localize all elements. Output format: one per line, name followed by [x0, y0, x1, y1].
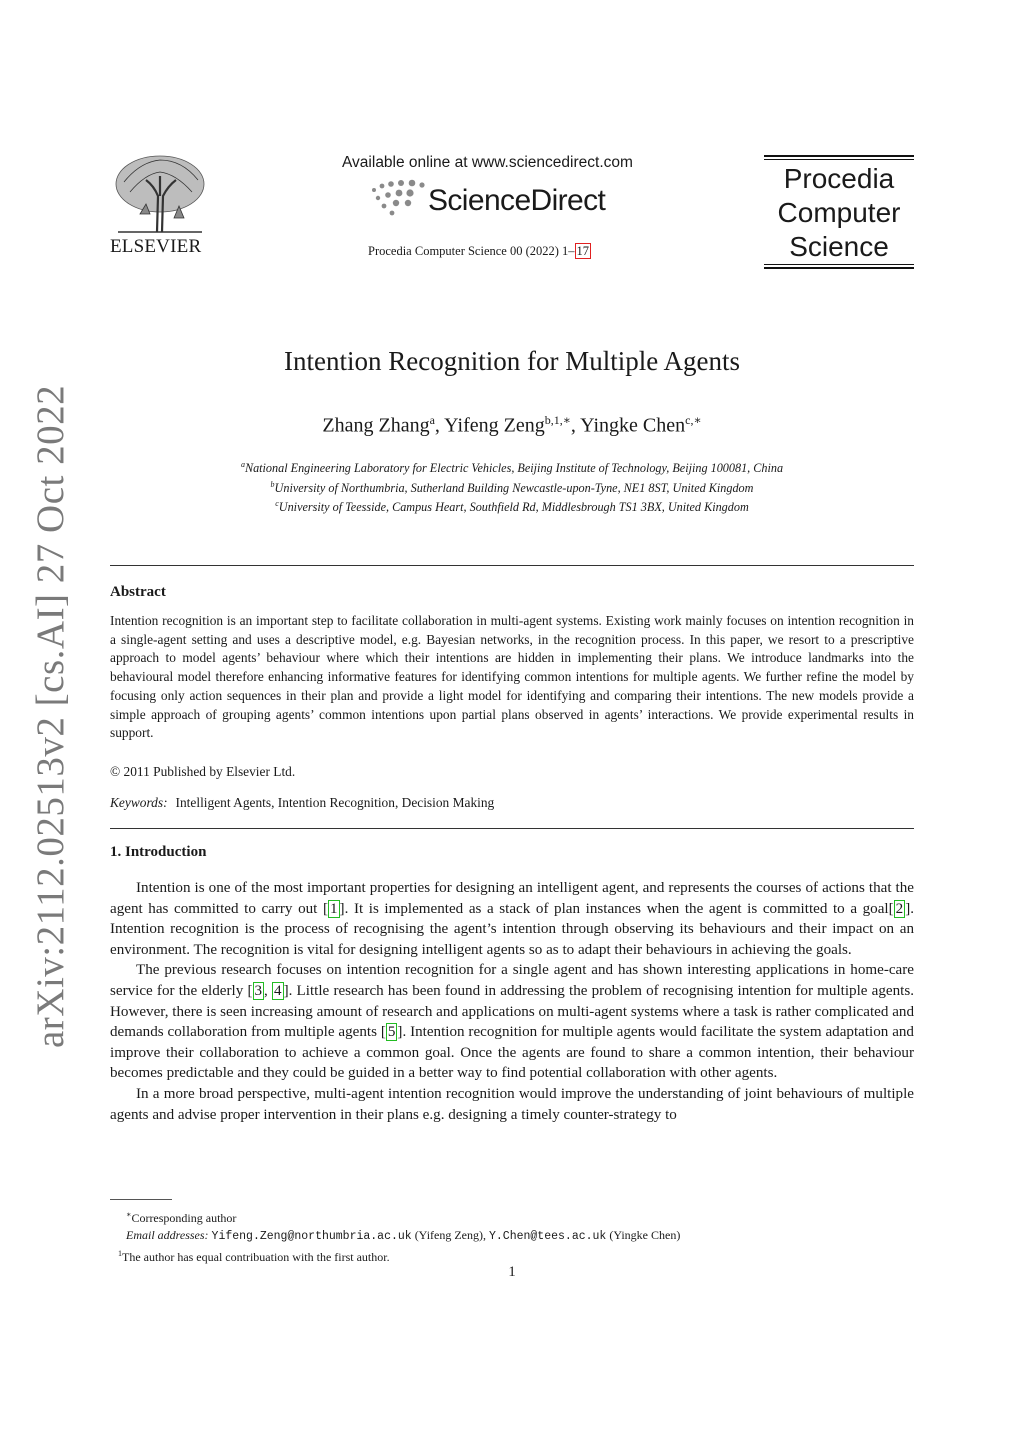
footnote-corresponding: ∗Corresponding author	[126, 1210, 237, 1225]
paragraph: The previous research focuses on intention recognition for a single agent and has shown interesting applications in home-care service for the elderly [ 3 , 4 ]. Little research has been found in addressing the problem of recognising intention for multiple agents. However, there is seen increasing amount of research and applications on multi-agent systems where a task is rather complicated and demands collaboration from multiple agents [ 5 ]. Intention recognition for multiple agents would facilitate the system adaptation and improve their collaboration to achieve a common goal. Once the agents are found to share a common intention, their behaviour becomes predictable and they could be guided in a better way to find potential collaboration with other agents.	[110, 962, 914, 1082]
sciencedirect-wordmark: ScienceDirect	[428, 184, 606, 217]
footnote-emails: Email addresses: Yifeng.Zeng@northumbria.ac.uk (Yifeng Zeng), Y.Chen@tees.ac.uk (Yingke Chen)	[126, 1228, 681, 1243]
procedia-line-2: Computer	[777, 197, 901, 228]
footnote-1: $^1$The author has equal contribuation with the first author.	[118, 1249, 390, 1264]
author-name: Yingke Chen	[580, 414, 686, 437]
sciencedirect-dots-icon	[368, 178, 426, 223]
affiliation-item: $^a$National Engineering Laboratory for Electric Vehicles, Beijing Institute of Technology, Beijing 100081, China	[240, 460, 784, 476]
paragraph: In a more broad perspective, multi-agent intention recognition would improve the understanding of joint behaviours of multiple agents and advise proper intervention in their plans e.g. designing a timely counter-strategy to	[110, 1085, 914, 1123]
procedia-journal-logo	[764, 153, 914, 271]
citation-link[interactable]: 5	[387, 1024, 396, 1041]
email-link[interactable]: Yifeng.Zeng@northumbria.ac.uk	[211, 1230, 412, 1243]
abstract-heading: Abstract	[110, 584, 166, 600]
keywords-line	[110, 795, 494, 811]
author-sup: a	[429, 413, 435, 427]
last-page-link[interactable]: 17	[576, 244, 590, 258]
keywords-label: Keywords:	[110, 795, 168, 810]
journal-citation-text: Procedia Computer Science 00 (2022) 1–	[368, 244, 575, 258]
keywords-text: Intelligent Agents, Intention Recognition, Decision Making	[175, 795, 495, 810]
footnotes	[118, 1206, 681, 1266]
copyright-line: © 2011 Published by Elsevier Ltd.	[110, 764, 296, 779]
abstract-text: Intention recognition is an important step to facilitate collaboration in multi-agent systems. Existing work mainly focuses on intention recognition in a single-agent setting and uses a descriptive model, e.g. Bayesian networks, in the recognition process. In this paper, we resort to a prescriptive approach to model agents’ behaviour where which their intentions are hidden in implementing their plans. We introduce landmarks into the behavioural model therefore enhancing informative features for identifying common intentions for multiple agents. We further refine the model by focusing only action sequences in their plan and provide a light model for identifying and comparing their intentions. The new models provide a simple approach of grouping agents’ common intentions upon partial plans observed in agents’ interactions. We provide experimental results in support.	[110, 613, 914, 741]
journal-citation-line	[368, 244, 591, 259]
footnote-rule	[110, 1199, 172, 1200]
page-number: 1	[508, 1264, 516, 1280]
procedia-line-1: Procedia	[783, 163, 895, 194]
email-link[interactable]: Y.Chen@tees.ac.uk	[489, 1230, 607, 1243]
elsevier-tree-logo	[110, 152, 210, 236]
affiliation-item: $^b$University of Northumbria, Sutherland Building Newcastle-upon-Tyne, NE1 8ST, United Kingdom	[270, 479, 754, 495]
citation-link[interactable]: 1	[330, 900, 338, 917]
affiliation-list	[0, 457, 1024, 516]
elsevier-wordmark: ELSEVIER	[110, 236, 202, 257]
author-sup: c,∗	[685, 413, 702, 427]
available-online-text: Available online at www.sciencedirect.com	[342, 154, 633, 171]
arxiv-stamp: arXiv:2112.02513v2 [cs.AI] 27 Oct 2022	[29, 384, 72, 1048]
section-heading-introduction: 1. Introduction	[110, 844, 207, 860]
paper-title: Intention Recognition for Multiple Agents	[284, 346, 740, 376]
author-name: Zhang Zhang	[322, 414, 430, 437]
author-name: Yifeng Zeng	[444, 414, 545, 437]
abstract-bottom-rule	[110, 828, 914, 829]
introduction-body	[110, 878, 914, 1125]
author-list: Zhang Zhang$^a$, Yifeng Zeng$^{b,1,∗}$, Yingke Chen$^{c,∗}$	[322, 413, 702, 437]
procedia-line-3: Science	[789, 231, 889, 262]
abstract-top-rule	[110, 565, 914, 566]
citation-link[interactable]: 2	[895, 900, 904, 917]
author-sup: b,1,∗	[544, 413, 571, 427]
paragraph: Intention is one of the most important properties for designing an intelligent agent, and represents the courses of actions that the agent has committed to carry out [ 1 ]. It is implemented as a stack of plan instances when the agent is committed to a goal[ 2 ]. Intention recognition is the process of recognising the agent’s intention through observing its behaviours and their impact on an environment. The recognition is vital for designing intelligent agents so as to adapt their behaviours in achieving the goals.	[110, 880, 914, 958]
citation-link[interactable]: 3	[254, 982, 263, 999]
affiliation-item: $^c$University of Teesside, Campus Heart, Southfield Rd, Middlesbrough TS1 3BX, United Kingdom	[275, 499, 749, 515]
citation-link[interactable]: 4	[274, 982, 282, 999]
